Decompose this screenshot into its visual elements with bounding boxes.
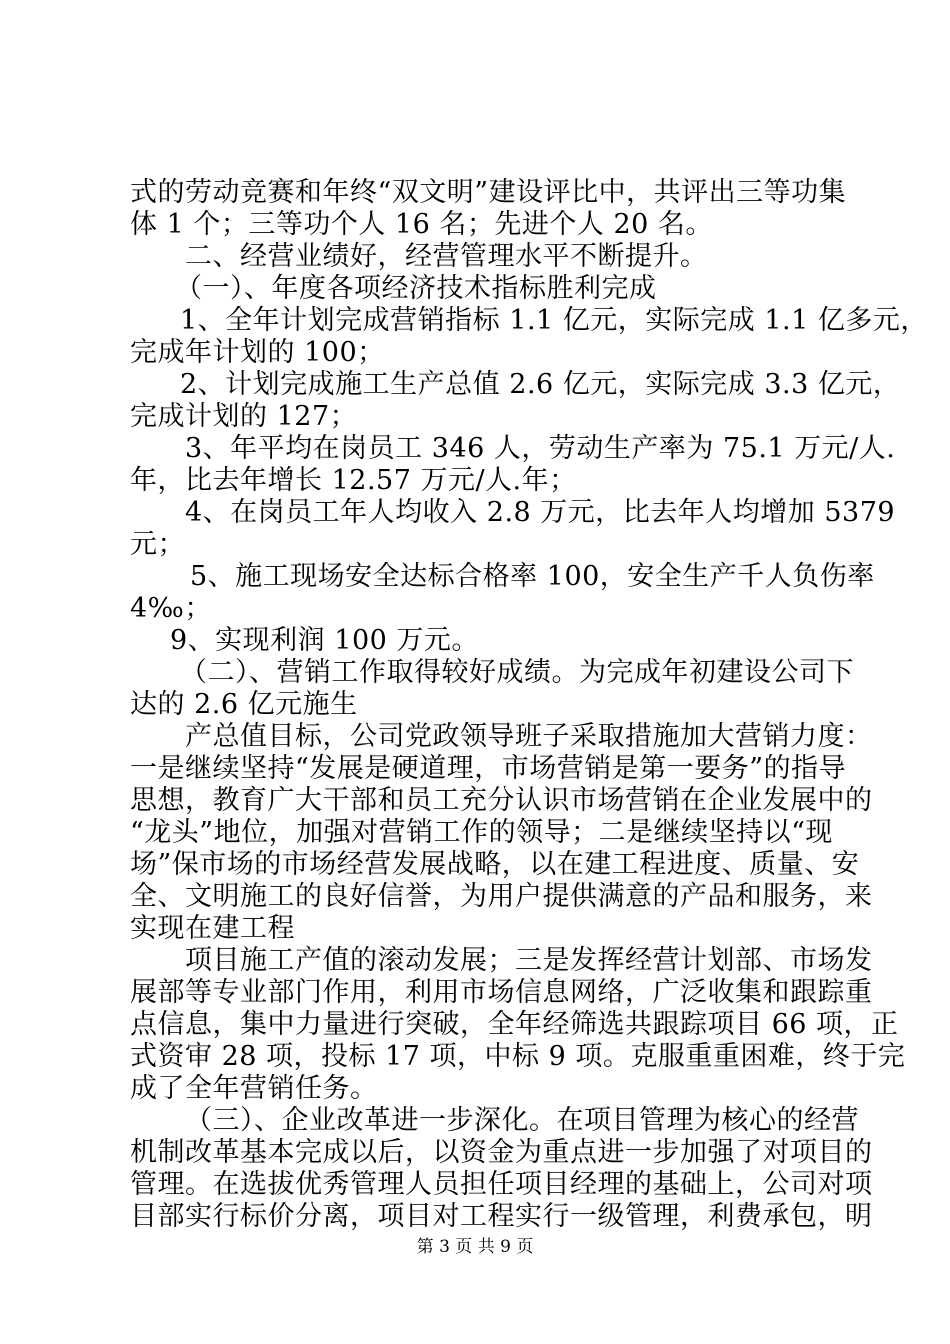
text-line: 点信息，集中力量进行突破，全年经筛选共跟踪项目 66 项，正	[130, 1009, 899, 1040]
page-footer: 第 3 页 共 9 页	[416, 1237, 534, 1257]
text-line: 展部等专业部门作用，利用市场信息网络，广泛收集和跟踪重	[130, 977, 873, 1008]
text-line: 完成计划的 127；	[130, 401, 358, 432]
text-line: 4‰；	[130, 593, 212, 624]
text-line: 思想，教育广大干部和员工充分认识市场营销在企业发展中的	[130, 785, 873, 816]
text-line: 元；	[130, 529, 185, 560]
text-line: 达的 2.6 亿元施生	[130, 689, 358, 720]
text-line: 4、在岗员工年人均收入 2.8 万元，比去年人均增加 5379	[185, 497, 896, 528]
text-line: 产总值目标，公司党政领导班子采取措施加大营销力度：	[185, 721, 873, 752]
text-line: 式的劳动竞赛和年终“双文明”建设评比中，共评出三等功集	[130, 177, 847, 208]
text-line: 全、文明施工的良好信誉，为用户提供满意的产品和服务，来	[130, 881, 873, 912]
text-line: 场”保市场的市场经营发展战略，以在建工程进度、质量、安	[130, 849, 860, 880]
text-line: 年，比去年增长 12.57 万元/人.年；	[130, 465, 577, 496]
text-line: 成了全年营销任务。	[130, 1073, 378, 1104]
text-line: 一是继续坚持“发展是硬道理，市场营销是第一要务”的指导	[130, 753, 847, 784]
text-line: 完成年计划的 100；	[130, 337, 385, 368]
text-line: 2、计划完成施工生产总值 2.6 亿元，实际完成 3.3 亿元，	[180, 369, 901, 400]
text-line: （二）、营销工作取得较好成绩。为完成年初建设公司下	[180, 657, 854, 688]
text-line: （三）、企业改革进一步深化。在项目管理为核心的经营	[185, 1105, 859, 1136]
text-line: （一）、年度各项经济技术指标胜利完成	[175, 273, 657, 304]
text-line: 5、施工现场安全达标合格率 100，安全生产千人负伤率	[190, 561, 875, 592]
text-line: 二、经营业绩好，经营管理水平不断提升。	[185, 241, 708, 272]
text-line: “龙头”地位，加强对营销工作的领导；二是继续坚持以“现	[130, 817, 833, 848]
text-line: 1、全年计划完成营销指标 1.1 亿元，实际完成 1.1 亿多元，	[180, 305, 928, 336]
text-line: 9、实现利润 100 万元。	[170, 625, 479, 656]
text-line: 式资审 28 项，投标 17 项，中标 9 项。克服重重困难，终于完	[130, 1041, 906, 1072]
text-line: 管理。在选拔优秀管理人员担任项目经理的基础上，公司对项	[130, 1169, 873, 1200]
text-line: 目部实行标价分离，项目对工程实行一级管理，利费承包，明	[130, 1201, 873, 1232]
text-line: 3、年平均在岗员工 346 人，劳动生产率为 75.1 万元/人.	[185, 433, 896, 464]
text-line: 实现在建工程	[130, 913, 295, 944]
text-line: 体 1 个；三等功个人 16 名；先进个人 20 名。	[130, 209, 713, 240]
text-line: 项目施工产值的滚动发展；三是发挥经营计划部、市场发	[185, 945, 873, 976]
text-line: 机制改革基本完成以后，以资金为重点进一步加强了对项目的	[130, 1137, 873, 1168]
